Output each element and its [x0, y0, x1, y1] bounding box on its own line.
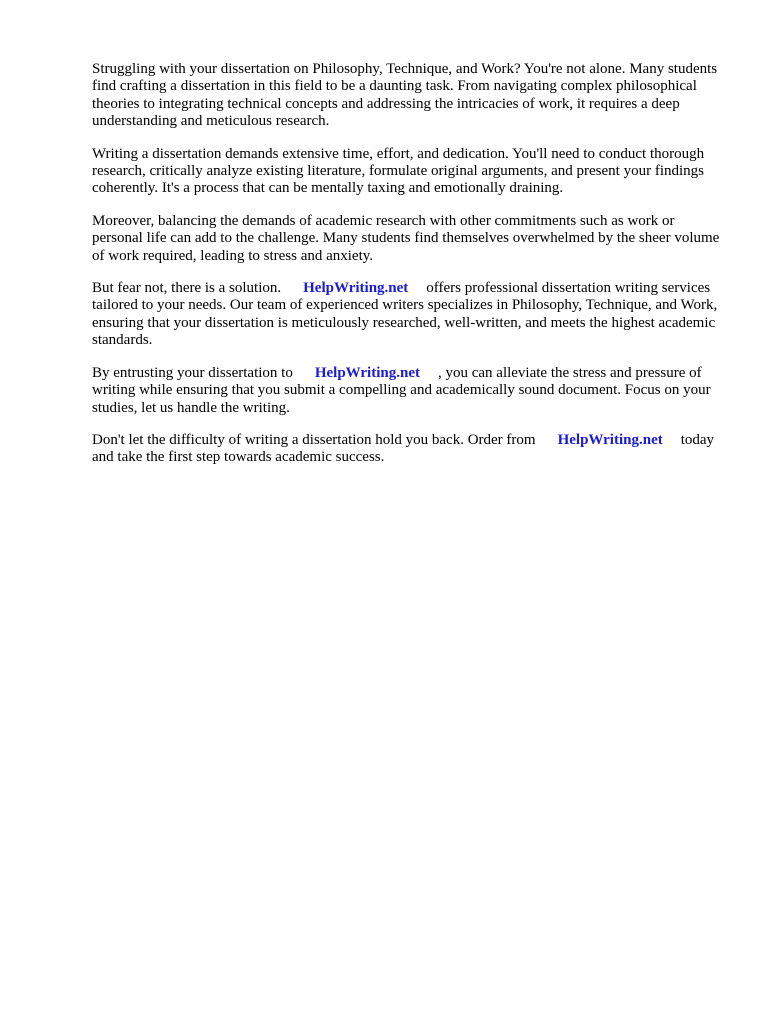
document-body [92, 61, 720, 482]
paragraph-entrusting [92, 365, 720, 417]
helpwriting-link-1[interactable]: HelpWriting.net [303, 280, 409, 297]
helpwriting-link-2[interactable]: HelpWriting.net [314, 364, 420, 381]
helpwriting-link-3[interactable]: HelpWriting.net [557, 431, 663, 448]
entrusting-text-before: By entrusting your dissertation to [92, 364, 293, 381]
closing-text-before: Don't let the difficulty of writing a dissertation hold you back. Order from [92, 431, 536, 448]
paragraph-demands: Writing a dissertation demands extensive time, effort, and dedication. You'll need to conduct thorough research, critically analyze existing literature, formulate original arguments, and present your findings coherently. It's a process that can be mentally taxing and emotionally draining. [92, 145, 705, 197]
solution-text-before: But fear not, there is a solution. [92, 280, 282, 297]
closing-text-after: today and take the first step towards academic success. [92, 431, 715, 466]
paragraph-solution [92, 280, 720, 350]
solution-text-after: offers professional dissertation writing services tailored to your needs. Our team of experienced writers specializes in Philosophy, Technique, and Work, ensuring that your dissertation is meticulously researched, well-written, and meets the highest academic standards. [92, 280, 718, 349]
entrusting-text-after: , you can alleviate the stress and pressure of writing while ensuring that you submit a compelling and academically sound document. Focus on your studies, let us handle the writing. [92, 364, 711, 416]
paragraph-closing [92, 432, 720, 467]
paragraph-balancing: Moreover, balancing the demands of academic research with other commitments such as work or personal life can add to the challenge. Many students find themselves overwhelmed by the sheer volume of work required, leading to stress and anxiety. [92, 212, 720, 264]
paragraph-intro: Struggling with your dissertation on Philosophy, Technique, and Work? You're not alone. Many students find crafting a dissertation in this field to be a daunting task. From navigating complex philosophical theories to integrating technical concepts and addressing the intricacies of work, it requires a deep understanding and meticulous research. [92, 61, 718, 130]
